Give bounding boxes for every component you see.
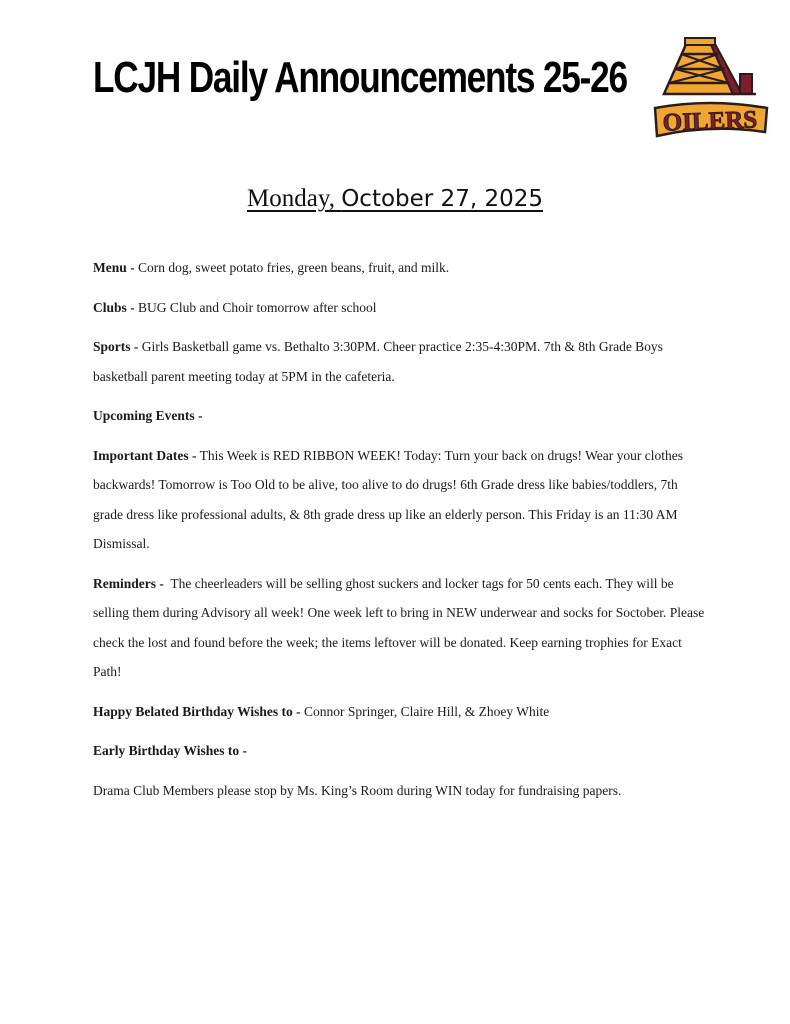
reminders-label: Reminders - (93, 575, 164, 591)
belated-birthday-label: Happy Belated Birthday Wishes to - (93, 703, 301, 719)
early-birthday-paragraph (93, 736, 705, 766)
belated-birthday-paragraph (93, 697, 705, 727)
page-title: LCJH Daily Announcements 25-26 (93, 53, 627, 102)
upcoming-label: Upcoming Events - (93, 408, 203, 423)
early-birthday-label: Early Birthday Wishes to - (93, 743, 248, 758)
reminders-text: The cheerleaders will be selling ghost suckers and locker tags for 50 cents each. They will be selling them during Advisory all week! One week left to bring in NEW underwear and socks for Soctober. Please check the lost and found before the week; the items leftover will be donated. Keep earning trophies for Exact Path! (93, 575, 705, 679)
reminders-paragraph (93, 569, 705, 687)
sports-text: Girls Basketball game vs. Bethalto 3:30PM. Cheer practice 2:35-4:30PM. 7th & 8th Grade Boys basketball parent meeting today at 5PM in the cafeteria. (93, 339, 663, 384)
belated-birthday-text: Connor Springer, Claire Hill, & Zhoey White (304, 703, 550, 719)
sports-label: Sports - (93, 339, 139, 354)
menu-text: Corn dog, sweet potato fries, green beans, fruit, and milk. (138, 260, 450, 275)
logo-text: OILERS (662, 106, 758, 137)
sports-paragraph (93, 332, 705, 391)
date-rest: October 27, 2025 (341, 186, 543, 212)
drama-club-paragraph (93, 776, 705, 806)
clubs-text: BUG Club and Choir tomorrow after school (138, 299, 377, 315)
drama-club-text: Drama Club Members please stop by Ms. King’s Room during WIN today for fundraising papers. (93, 782, 622, 798)
important-text: This Week is RED RIBBON WEEK! Today: Turn your back on drugs! Wear your clothes backwards! Tomorrow is Too Old to be alive, too alive to do drugs! 6th Grade dress like babies/toddlers, 7th grade dress like professional adults, & 8th grade dress up like an elderly person. This Friday is an 11:30 AM Dismissal. (93, 447, 683, 551)
oilers-logo (652, 36, 770, 142)
important-paragraph (93, 441, 705, 559)
menu-paragraph (93, 253, 705, 283)
date-day: Monday, (247, 185, 335, 212)
announcement-date (0, 185, 790, 213)
upcoming-paragraph (93, 401, 705, 431)
important-label: Important Dates - (93, 447, 197, 463)
menu-label: Menu - (93, 260, 135, 275)
clubs-label: Clubs - (93, 299, 135, 315)
announcements-body (93, 253, 705, 815)
clubs-paragraph (93, 293, 705, 323)
